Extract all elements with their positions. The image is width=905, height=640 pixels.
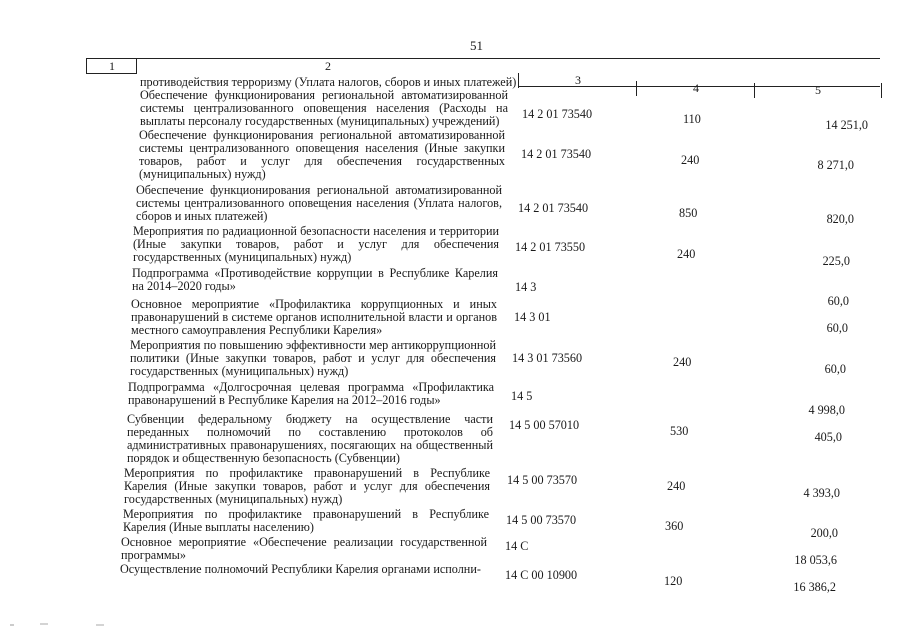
row-description: Обеспечение функционирования региональной автоматизированной системы централизованного оповещения населения (Уплата налогов, сборов и иных платежей) — [136, 183, 502, 224]
row-amount: 60,0 — [824, 362, 846, 376]
row-description: Осуществление полномочий Республики Карелия органами исполни- — [120, 562, 481, 576]
row-code: 14 2 01 73540 — [521, 147, 592, 161]
row-code: 14 3 01 — [514, 310, 551, 324]
row-code: 14 5 00 73570 — [506, 513, 577, 527]
row-code: 14 5 00 73570 — [507, 473, 578, 487]
row-description: Основное мероприятие «Профилактика коррупционных и иных правонарушений в системе органов исполнительной власти и органов местного самоуправления Республики Карелия» — [131, 297, 497, 338]
row-code: 14 5 00 57010 — [509, 418, 580, 432]
header-rule-right — [518, 86, 880, 87]
row-expense-type: 240 — [667, 479, 686, 493]
row-description: Обеспечение функционирования региональной автоматизированной системы централизованного оповещения населения (Расходы на выплаты персоналу государственных (муниципальных) учреждений) — [140, 88, 508, 129]
row-expense-type: 360 — [665, 519, 684, 533]
row-description: Подпрограмма «Противодействие коррупции в Республике Карелия на 2014–2020 годы» — [132, 266, 498, 294]
row-amount: 14 251,0 — [825, 118, 868, 132]
row-expense-type: 240 — [673, 355, 692, 369]
row-amount: 405,0 — [814, 430, 842, 444]
row-code: 14 2 01 73540 — [522, 107, 593, 121]
row-amount: 60,0 — [827, 294, 849, 308]
row-code: 14 3 01 73560 — [512, 351, 583, 365]
row-amount: 820,0 — [826, 212, 854, 226]
header-col-1: 1 — [86, 59, 137, 74]
row-expense-type: 120 — [664, 574, 683, 588]
header-col-4: 4 — [636, 81, 755, 96]
row-expense-type: 530 — [670, 424, 689, 438]
row-description: Мероприятия по повышению эффективности мер антикоррупционной политики (Иные закупки товаров, работ и услуг для обеспечения государственных (муниципальных) нужд) — [130, 338, 496, 379]
header-col-3: 3 — [518, 73, 637, 88]
row-description: Субвенции федеральному бюджету на осуществление части переданных полномочий по составлению протоколов об административных правонарушениях, посягающих на общественный порядок и общественную безопасность (Субвенции) — [127, 412, 493, 466]
row-code: 14 2 01 73550 — [515, 240, 586, 254]
row-code: 14 5 — [511, 389, 533, 403]
header-rule — [86, 73, 136, 74]
row-expense-type: 850 — [679, 206, 698, 220]
scan-marks — [0, 617, 160, 629]
row-amount: 225,0 — [822, 254, 850, 268]
header-col-2: 2 — [136, 59, 519, 74]
row-description: Обеспечение функционирования региональной автоматизированной системы централизованного оповещения населения (Иные закупки товаров, работ и услуг для обеспечения государственных (муниципальных) нужд) — [139, 128, 505, 182]
row-description: Мероприятия по профилактике правонарушений в Республике Карелия (Иные закупки товаров, работ и услуг для обеспечения государственных (муниципальных) нужд) — [124, 466, 490, 507]
row-code: 14 С 00 10900 — [505, 568, 578, 582]
row-description: Основное мероприятие «Обеспечение реализации государственной программы» — [121, 535, 487, 563]
row-amount: 200,0 — [810, 526, 838, 540]
row-expense-type: 240 — [677, 247, 696, 261]
row-amount: 60,0 — [826, 321, 848, 335]
row-expense-type: 240 — [681, 153, 700, 167]
row-description: Мероприятия по радиационной безопасности населения и территории (Иные закупки товаров, работ и услуг для обеспечения государственных (муниципальных) нужд) — [133, 224, 499, 265]
row-description: Мероприятия по профилактике правонарушений в Республике Карелия (Иные выплаты населению) — [123, 507, 489, 535]
row-code: 14 3 — [515, 280, 537, 294]
row-amount: 4 998,0 — [808, 403, 845, 417]
row-expense-type: 110 — [683, 112, 701, 126]
row-amount: 16 386,2 — [793, 580, 836, 594]
row-code: 14 С — [505, 539, 529, 553]
row-description: противодействия терроризму (Уплата налогов, сборов и иных платежей) — [140, 75, 517, 89]
header-col-5: 5 — [754, 83, 882, 98]
row-amount: 4 393,0 — [803, 486, 840, 500]
page-number: 51 — [470, 38, 483, 53]
row-amount: 18 053,6 — [794, 553, 837, 567]
row-amount: 8 271,0 — [817, 158, 854, 172]
row-description: Подпрограмма «Долгосрочная целевая программа «Профилактика правонарушений в Республике Карелия на 2012–2016 годы» — [128, 380, 494, 408]
row-code: 14 2 01 73540 — [518, 201, 589, 215]
